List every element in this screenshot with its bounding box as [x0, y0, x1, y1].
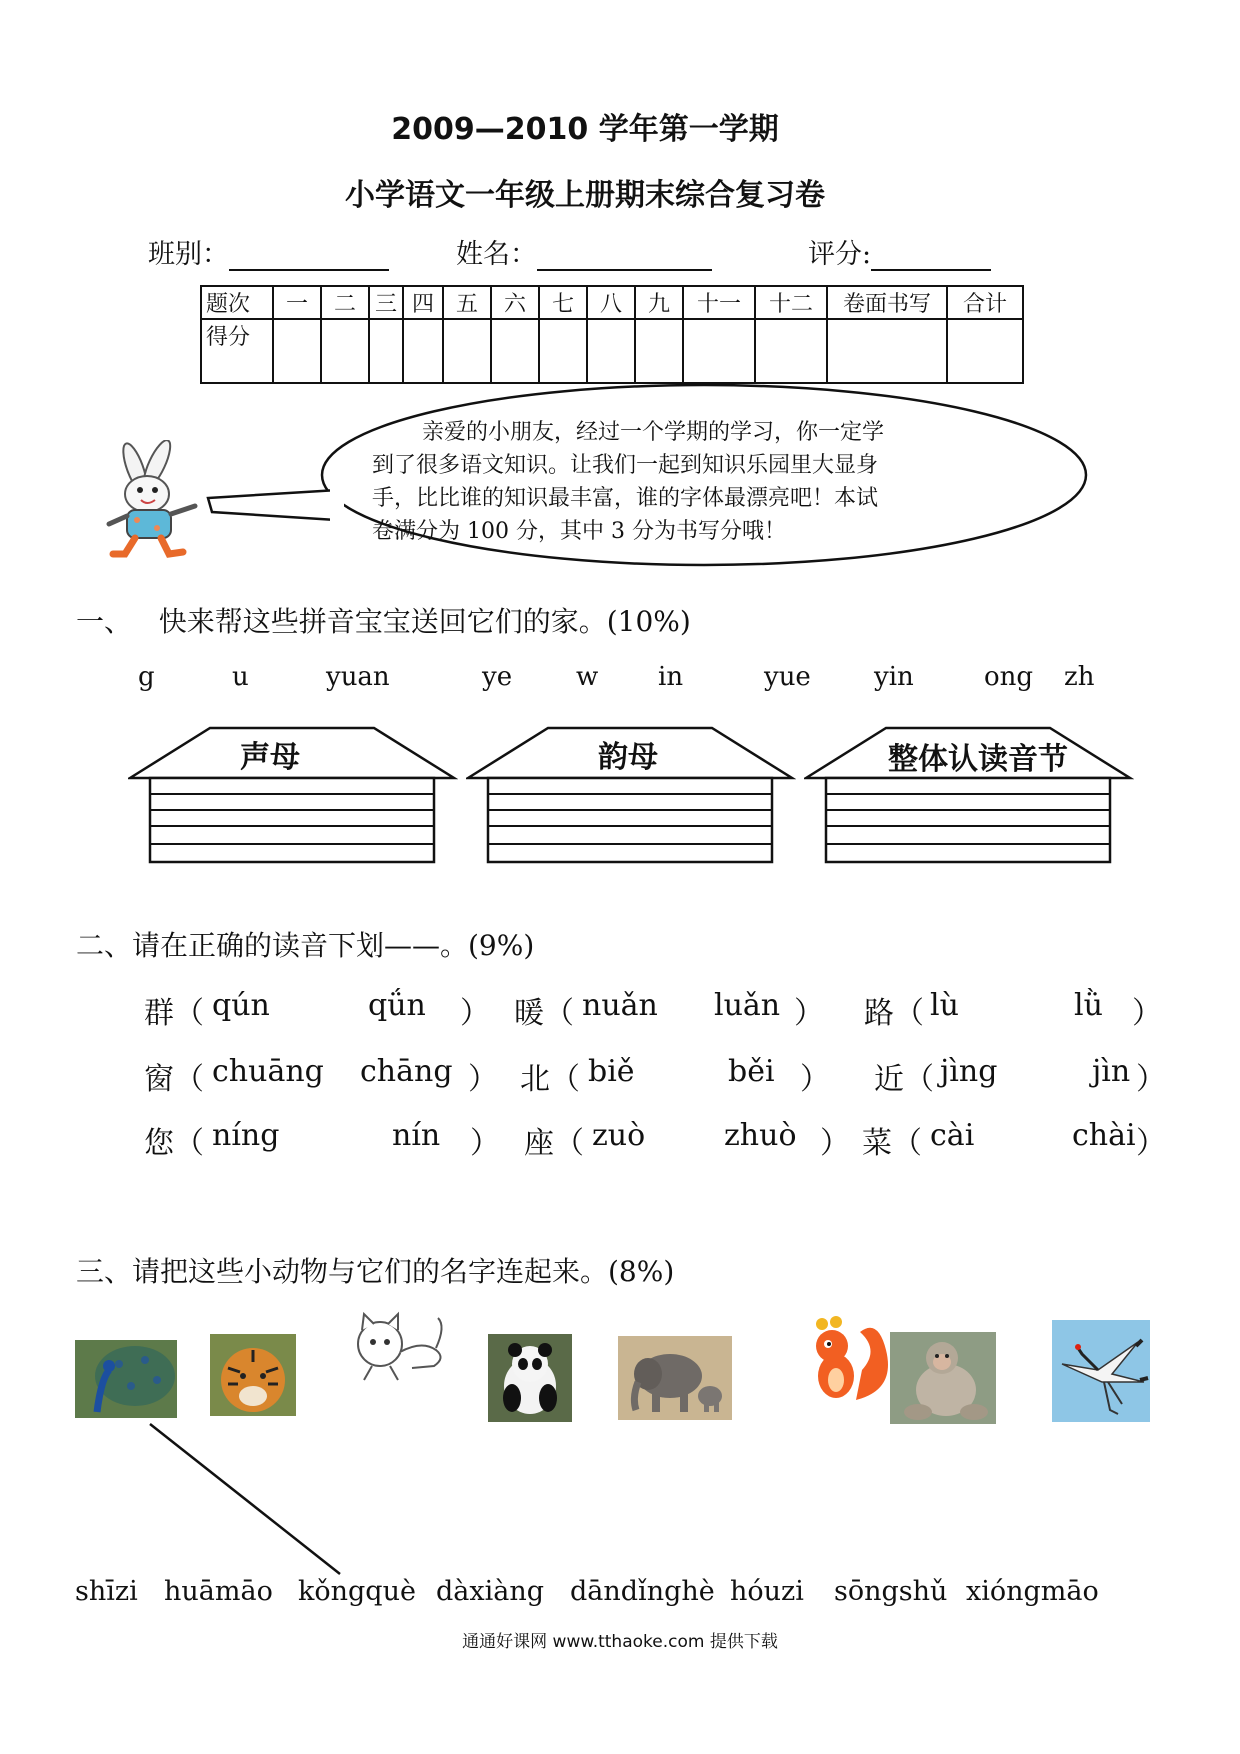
pinyin-item[interactable]: g: [138, 662, 155, 692]
animal-name[interactable]: hóuzi: [730, 1576, 804, 1607]
bubble-message: [372, 416, 962, 548]
q2-close: ）: [820, 1126, 850, 1161]
animal-name[interactable]: dàxiàng: [436, 1576, 545, 1607]
q2-char: 暖（: [514, 996, 574, 1031]
q2-close: ）: [1132, 996, 1162, 1031]
q2-heading: 二、请在正确的读音下划——。(9%): [76, 929, 535, 962]
score-col: 五: [443, 286, 491, 319]
pinyin-item[interactable]: ye: [482, 662, 513, 692]
q2-char: 路（: [864, 996, 924, 1031]
q2-close: ）: [1136, 1062, 1166, 1097]
q2-option[interactable]: jìn: [1092, 1054, 1131, 1089]
score-col: 十二: [755, 286, 827, 319]
score-cell[interactable]: [683, 319, 755, 383]
score-cell[interactable]: [369, 319, 403, 383]
exam-title: 2009—2010 学年第一学期: [391, 112, 779, 147]
score-cell[interactable]: [947, 319, 1023, 383]
q2-option[interactable]: zuò: [592, 1118, 646, 1153]
exam-subtitle: 小学语文一年级上册期末综合复习卷: [345, 178, 825, 213]
animal-name[interactable]: sōngshǔ: [834, 1576, 948, 1607]
q2-char: 北（: [520, 1062, 580, 1097]
q2-char: 近（: [874, 1062, 934, 1097]
score-cell[interactable]: [635, 319, 683, 383]
q2-option[interactable]: lǜ: [1074, 988, 1103, 1023]
animal-name[interactable]: shīzi: [75, 1576, 138, 1607]
q2-option[interactable]: zhuò: [724, 1118, 797, 1153]
pinyin-item[interactable]: w: [576, 662, 599, 692]
elephant-photo[interactable]: [618, 1336, 732, 1420]
class-field: [148, 232, 389, 271]
q2-char: 菜（: [862, 1126, 922, 1161]
score-col: 三: [369, 286, 403, 319]
monkey-photo[interactable]: [890, 1332, 996, 1424]
score-cell[interactable]: [403, 319, 443, 383]
class-blank[interactable]: [229, 241, 389, 271]
score-col: 合计: [947, 286, 1023, 319]
score-field: [808, 232, 991, 271]
house-label-shengmu: 声母: [240, 740, 300, 775]
q2-option[interactable]: jìng: [940, 1054, 998, 1089]
score-col: 八: [587, 286, 635, 319]
q2-option[interactable]: níng: [212, 1118, 280, 1153]
peacock-photo[interactable]: [75, 1340, 177, 1418]
q2-close: ）: [460, 996, 490, 1031]
animal-name[interactable]: dāndǐnghè: [570, 1576, 715, 1607]
score-table: [200, 285, 1024, 384]
footer-credit: 通通好课网 www.tthaoke.com 提供下载: [462, 1632, 778, 1652]
score-col: 七: [539, 286, 587, 319]
squirrel-drawing[interactable]: [800, 1310, 896, 1410]
animal-name[interactable]: huāmāo: [164, 1576, 273, 1607]
score-cell[interactable]: [587, 319, 635, 383]
score-col: 一: [273, 286, 321, 319]
q1-heading: 一、 快来帮这些拼音宝宝送回它们的家。(10%): [76, 605, 691, 638]
q2-close: ）: [468, 1062, 498, 1097]
q2-close: ）: [1136, 1126, 1166, 1161]
name-label: 姓名：: [456, 239, 537, 270]
rabbit-mascot-icon: [95, 440, 215, 560]
score-col: 卷面书写: [827, 286, 947, 319]
q2-option[interactable]: chāng: [360, 1054, 453, 1089]
panda-photo[interactable]: [488, 1334, 572, 1422]
q2-option[interactable]: lù: [930, 988, 959, 1023]
score-cell[interactable]: [443, 319, 491, 383]
q2-option[interactable]: cài: [930, 1118, 975, 1153]
q2-option[interactable]: nuǎn: [582, 988, 658, 1023]
pinyin-item[interactable]: yue: [764, 662, 811, 692]
crane-photo[interactable]: [1052, 1320, 1150, 1422]
q2-char: 窗（: [144, 1062, 204, 1097]
name-blank[interactable]: [537, 241, 712, 271]
q2-option[interactable]: chài: [1072, 1118, 1136, 1153]
animal-name[interactable]: kǒngquè: [298, 1576, 416, 1607]
score-blank[interactable]: [871, 241, 991, 271]
q2-option[interactable]: běi: [728, 1054, 775, 1089]
pinyin-item[interactable]: yuan: [326, 662, 390, 692]
q2-char: 座（: [524, 1126, 584, 1161]
bubble-line: 手，比比谁的知识最丰富，谁的字体最漂亮吧！本试: [372, 486, 879, 511]
score-table-header: 题次: [201, 286, 273, 319]
q2-char: 群（: [144, 996, 204, 1031]
score-col: 二: [321, 286, 369, 319]
score-cell[interactable]: [321, 319, 369, 383]
score-cell[interactable]: [539, 319, 587, 383]
house-label-yunmu: 韵母: [598, 740, 658, 775]
example-connecting-line: [140, 1420, 360, 1580]
q2-option[interactable]: chuāng: [212, 1054, 324, 1089]
q2-option[interactable]: qún: [212, 988, 270, 1023]
score-col: 九: [635, 286, 683, 319]
q2-option[interactable]: nín: [392, 1118, 441, 1153]
cat-drawing[interactable]: [342, 1306, 450, 1390]
pinyin-item[interactable]: yin: [874, 662, 914, 692]
q2-close: ）: [794, 996, 824, 1031]
class-label: 班别：: [148, 239, 229, 270]
q2-option[interactable]: qǘn: [368, 988, 426, 1023]
q2-option[interactable]: luǎn: [714, 988, 781, 1023]
bubble-line: 卷满分为 100 分，其中 3 分为书写分哦！: [372, 519, 786, 544]
score-cell[interactable]: [491, 319, 539, 383]
score-cell[interactable]: [827, 319, 947, 383]
score-col: 十一: [683, 286, 755, 319]
name-field: [456, 232, 712, 271]
score-col: 六: [491, 286, 539, 319]
score-cell[interactable]: [273, 319, 321, 383]
q3-heading: 三、请把这些小动物与它们的名字连起来。(8%): [76, 1255, 675, 1288]
pinyin-item[interactable]: ong: [984, 662, 1034, 692]
pinyin-item[interactable]: zh: [1064, 662, 1095, 692]
pinyin-item[interactable]: in: [658, 662, 684, 692]
score-cell[interactable]: [755, 319, 827, 383]
tiger-photo[interactable]: [210, 1334, 296, 1416]
bubble-line: 亲爱的小朋友，经过一个学期的学习，你一定学: [422, 420, 885, 445]
bubble-line: 到了很多语文知识。让我们一起到知识乐园里大显身: [372, 453, 879, 478]
score-col: 四: [403, 286, 443, 319]
house-label-zhengti: 整体认读音节: [888, 742, 1068, 777]
pinyin-item[interactable]: u: [232, 662, 249, 692]
score-row-label: 得分: [201, 319, 273, 383]
q2-close: ）: [470, 1126, 500, 1161]
score-label: 评分:: [808, 239, 872, 270]
q2-char: 您（: [144, 1126, 204, 1161]
q2-close: ）: [800, 1062, 830, 1097]
q2-option[interactable]: biě: [588, 1054, 635, 1089]
animal-name[interactable]: xióngmāo: [966, 1576, 1099, 1607]
